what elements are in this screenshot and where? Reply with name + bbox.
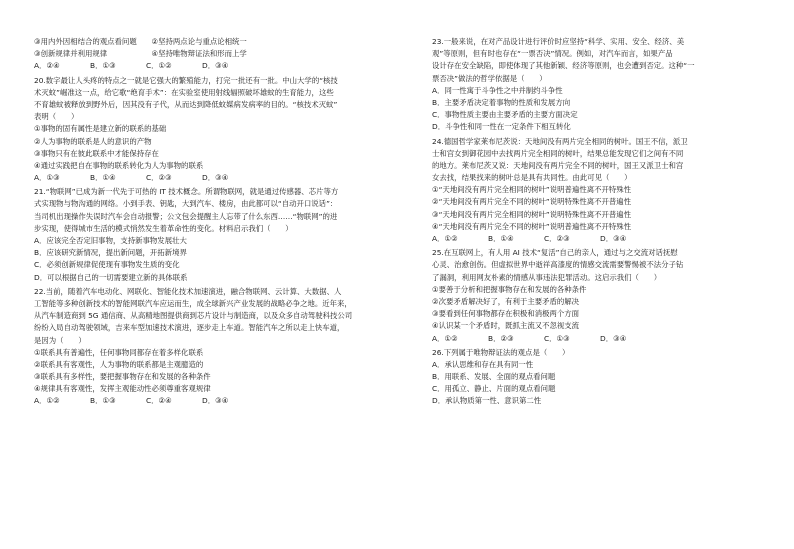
choice-c: C．①③ bbox=[544, 333, 570, 343]
choice-a: A．承认思维和存在具有同一性 bbox=[432, 359, 534, 369]
choice-c: C．②③ bbox=[544, 234, 570, 243]
stem-line: 的地方。莱布尼茨又说：天地间没有两片完全不同的树叶，国王又派卫士和宫 bbox=[432, 160, 684, 170]
choice-d: D．③④ bbox=[600, 234, 627, 243]
stem-line: 工智能等多种创新技术的智能网联汽车应运而生，成全球新兴产业发展的战略必争之地。近年来， bbox=[34, 298, 352, 308]
question-24 bbox=[432, 136, 772, 246]
stem-line: 26.下列属于唯物辩证法的观点是（ ） bbox=[432, 347, 570, 357]
stem-line: 观”等原则，但有时也存在“一票否决”情况。例如，对汽车而言，如果产品 bbox=[432, 49, 673, 59]
answer-choices bbox=[34, 395, 364, 407]
question-23 bbox=[432, 36, 772, 134]
stem-line: 25.在互联网上，有人用 AI 技术“复活”自己的亲人，通过与之交流对话抚慰 bbox=[432, 248, 678, 258]
option-line: ②次要矛盾解决好了，有利于主要矛盾的解决 bbox=[432, 296, 580, 306]
left-column bbox=[34, 36, 364, 410]
choice-c: C．事物性质主要由主要矛盾的主要方面决定 bbox=[432, 110, 578, 120]
choice-c: C．②③ bbox=[146, 173, 172, 183]
answer-choices bbox=[432, 233, 772, 245]
question-19-tail bbox=[34, 36, 364, 73]
option-line: ③创新规律并利用规律 ④坚持唯物辩证法和形而上学 bbox=[34, 49, 247, 59]
stem-line: 从汽车制造商到 5G 通信商、从高精地图提供商到芯片设计与制造商，以及众多自动驾驶科技公司 bbox=[34, 311, 353, 321]
stem-line: 术灭蚊”崛准这一点，给它歌“绝育手术”：在实验室使用射线辐照破坏雄蚊的生育能力，这些 bbox=[34, 87, 334, 97]
stem-line: 不育雄蚊被释放到野外后，因其没有子代，从而达到降低蚊媒病发病率的目的。“核技术灭蚊” bbox=[34, 99, 338, 109]
stem-line: 22.当前，随着汽车电动化、网联化、智能化技术加速演进，融合物联网、云计算、大数据、人 bbox=[34, 286, 342, 296]
choice-a: A．①② bbox=[432, 234, 458, 243]
stem-line: 设计存在安全缺陷，即使体现了其他新颖、经济等原则，也会遭到否定。这种“一 bbox=[432, 61, 695, 71]
choice-b: B．应该研究新情况，提出新问题，开拓新境界 bbox=[34, 248, 187, 258]
stem-line: 21.“物联网”已成为新一代先于可热的 IT 技术概念。所谓物联网，就是通过传感器、芯片等方 bbox=[34, 187, 339, 197]
choice-c: C．②④ bbox=[146, 396, 172, 406]
choice-b: B．用联系、发展、全面的观点看问题 bbox=[432, 372, 556, 382]
answer-choices bbox=[34, 60, 364, 72]
question-22 bbox=[34, 286, 364, 408]
stem-line: 表明（ ） bbox=[34, 112, 79, 122]
choice-b: B．主要矛盾决定着事物的性质和发展方向 bbox=[432, 97, 571, 107]
option-line: ②“天地间没有两片完全不同的树叶”说明特殊性离不开普遍性 bbox=[432, 197, 632, 207]
choice-d: D．可以根据自己的一切需要建立新的具体联系 bbox=[34, 272, 188, 282]
stem-line: 女去找，结果找来的树叶总是具有共同性。由此可见（ ） bbox=[432, 173, 632, 183]
stem-line: 士和宫女到御花园中去找两片完全相同的树叶，结果总能发现它们之间有不同 bbox=[432, 148, 684, 158]
right-column bbox=[432, 36, 772, 410]
question-20 bbox=[34, 75, 364, 185]
choice-c: C．用孤立、静止、片面的观点看问题 bbox=[432, 384, 556, 394]
choice-d: D．③④ bbox=[202, 61, 229, 71]
option-line: ③事物只有在彼此联系中才能保持存在 bbox=[34, 148, 159, 158]
stem-line: 23.一般来说，在对产品设计进行评价时应坚持“科学、实用、安全、经济、美 bbox=[432, 37, 685, 46]
choice-a: A．②④ bbox=[34, 61, 60, 71]
choice-d: D．③④ bbox=[202, 173, 229, 183]
question-26 bbox=[432, 347, 772, 408]
choice-d: D．③④ bbox=[202, 396, 229, 406]
choice-c: C．必须创新规律促使现有事物发生质的变化 bbox=[34, 260, 180, 270]
option-line: ③要看到任何事物都存在积极和消极两个方面 bbox=[432, 309, 580, 319]
option-line: ①要善于分析和把握事物存在和发展的各种条件 bbox=[432, 284, 587, 294]
stem-line: 式实现物与物沟通的网络。小到手表、钥匙，大到汽车、楼房，由此都可以“自动开口说话”： bbox=[34, 199, 338, 209]
choice-a: A．①② bbox=[34, 396, 60, 406]
option-line: ④通过实践把自在事物的联系转化为人为事物的联系 bbox=[34, 160, 204, 170]
choice-b: B．②③ bbox=[488, 333, 514, 343]
stem-line: 步实现，使得城市生活的模式悄然发生着革命性的变化。材料启示我们（ ） bbox=[34, 223, 293, 233]
choice-b: B．①④ bbox=[488, 234, 514, 243]
option-line: ③“天地间没有两片完全相同的树叶”说明特殊性离不开普遍性 bbox=[432, 209, 632, 219]
option-line: ③联系具有多样性，要把握事物存在和发展的各种条件 bbox=[34, 372, 211, 382]
option-line: ②联系具有客观性，人为事物的联系都是主观臆造的 bbox=[34, 359, 204, 369]
choice-a: A．应该完全否定旧事物，支持新事物发展壮大 bbox=[34, 236, 187, 245]
choice-a: A．①② bbox=[432, 333, 458, 343]
answer-choices bbox=[34, 172, 364, 184]
choice-c: C．①② bbox=[146, 61, 172, 71]
stem-line: 20.数字最让人头疼的特点之一就是它强大的繁殖能力，打完一批还有一批。中山大学的“核技 bbox=[34, 75, 338, 85]
choice-b: B．①③ bbox=[90, 396, 116, 406]
question-21 bbox=[34, 186, 364, 284]
stem-line: 了漏洞，利用网友朴素的情感从事违法犯罪活动。这启示我们（ ） bbox=[432, 272, 662, 282]
choice-a: A．①③ bbox=[34, 173, 60, 183]
option-line: ②人为事物的联系是人的意识的产物 bbox=[34, 136, 152, 146]
option-line: ④“天地间没有两片完全不同的树叶”说明普遍性离不开特殊性 bbox=[432, 221, 632, 231]
choice-b: B．①③ bbox=[90, 61, 116, 71]
choice-b: B．①④ bbox=[90, 173, 116, 183]
stem-line: 纷纷入局自动驾驶领域，吉来车型加速技术演进，逐步走上车道。智能汽车之所以走上快车道， bbox=[34, 323, 345, 333]
option-line: ③用内外因相结合的观点看问题 ②坚持两点论与重点论相统一 bbox=[34, 37, 247, 46]
stem-line: 心灵、治愈创伤。但虚拟世界中逝祥高漆度的情感交流需要警惕被不法分子钻 bbox=[432, 260, 684, 270]
option-line: ①“天地间没有两片完全相同的树叶”说明普遍性离不开特殊性 bbox=[432, 185, 632, 195]
question-25 bbox=[432, 247, 772, 345]
choice-d: D．斗争性和同一性在一定条件下相互转化 bbox=[432, 122, 571, 132]
answer-choices bbox=[432, 333, 772, 345]
stem-line: 票否决”做法的哲学依据是（ ） bbox=[432, 73, 547, 83]
option-line: ④认识某一个矛盾时，既抓主流又不忽视支流 bbox=[432, 321, 580, 331]
option-line: ①联系具有普遍性，任何事物同都存在着多样化联系 bbox=[34, 347, 204, 357]
option-line: ①事物的固有属性是建立新的联系的基础 bbox=[34, 124, 167, 134]
stem-line: 24.德国哲学家莱布尼茨说：天地间没有两片完全相同的树叶。国王不信，派卫 bbox=[432, 136, 688, 146]
choice-d: D．承认物质第一性、意识第二性 bbox=[432, 396, 542, 406]
choice-a: A．同一性寓于斗争性之中并制约斗争性 bbox=[432, 85, 563, 95]
option-line: ④规律具有客观性，发挥主观能动性必须尊重客观规律 bbox=[34, 384, 211, 394]
stem-line: 是因为（ ） bbox=[34, 335, 86, 345]
stem-line: 当司机出现操作失误时汽车会自动报警；公文包会提醒主人忘带了什么东西……“物联网”的进 bbox=[34, 211, 338, 221]
choice-d: D．③④ bbox=[600, 333, 627, 343]
